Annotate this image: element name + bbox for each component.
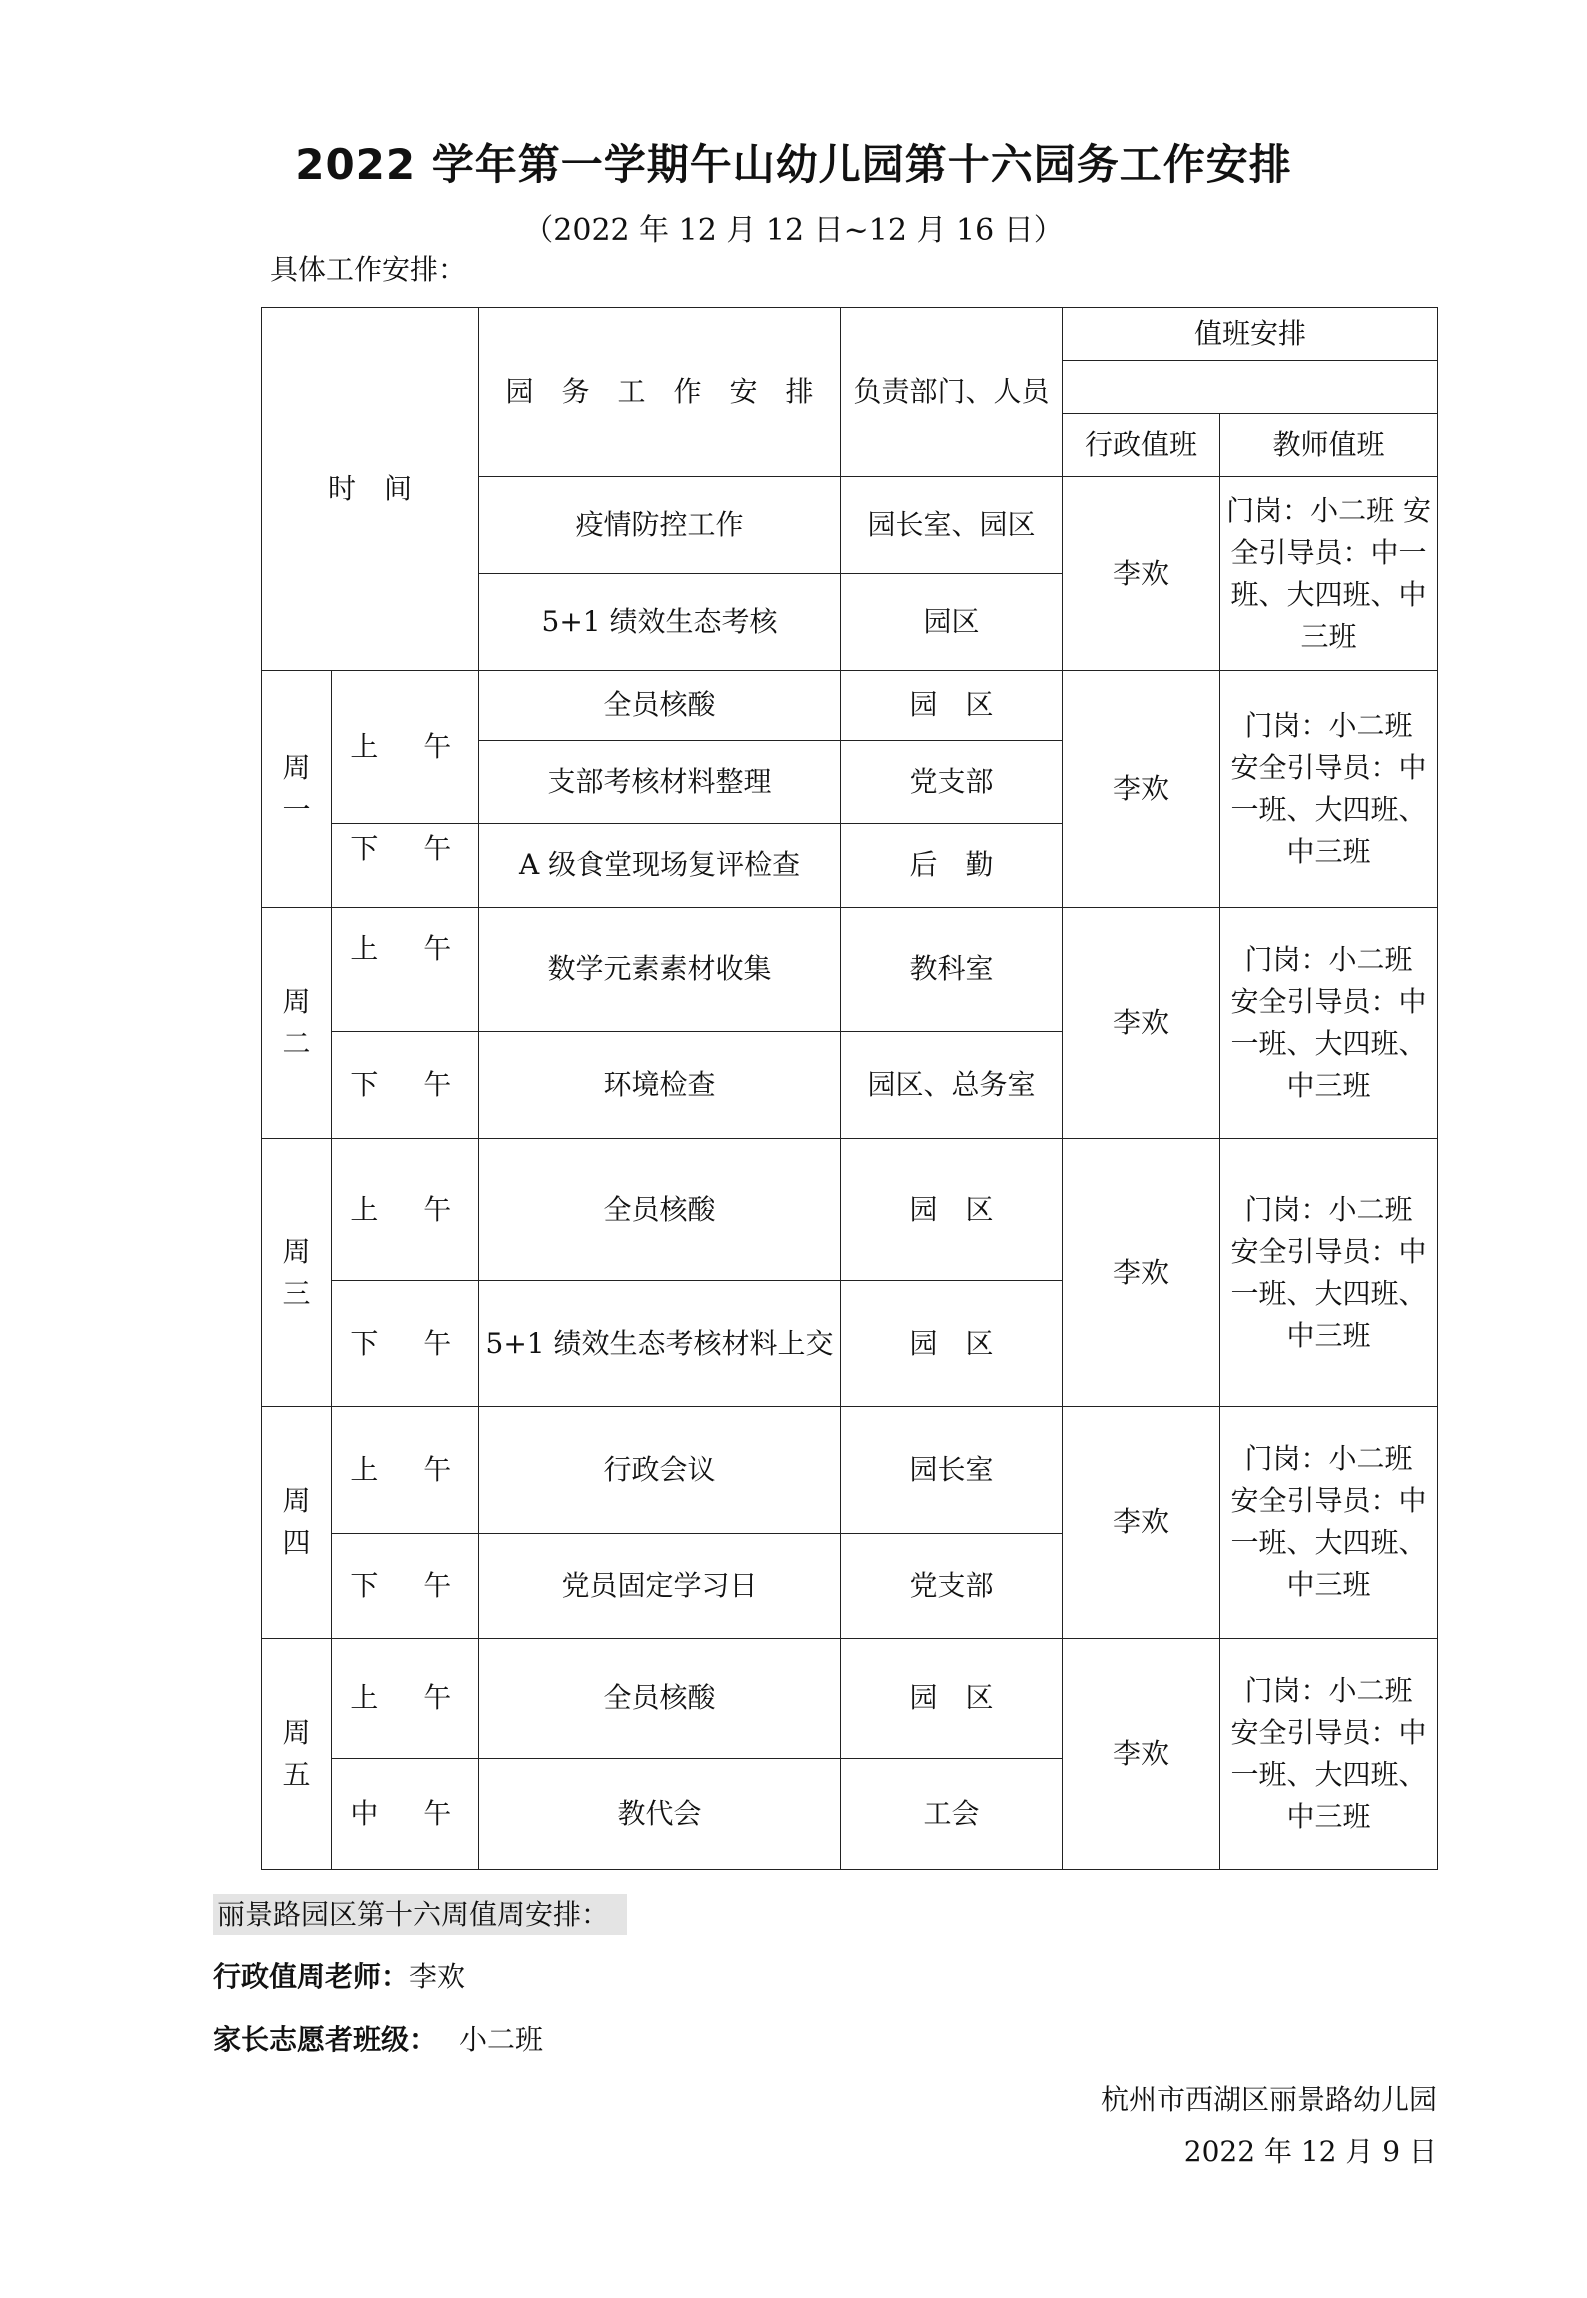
teacher-duty-cell: 门岗：小二班 安全引导员：中 一班、大四班、 中三班 [1220,671,1438,907]
dept-cell: 园区、总务室 [841,1031,1063,1138]
schedule-table [261,307,1438,1870]
teacher-duty-cell: 门岗：小二班 安全引导员：中一班、大四班、中三班 [1220,477,1438,671]
day-cell-friday: 周五 [262,1638,332,1869]
teacher-duty-cell: 门岗：小二班 安全引导员：中 一班、大四班、 中三班 [1220,1638,1438,1869]
table-row [262,907,1438,1031]
date-range: （2022 年 12 月 12 日~12 月 16 日） [523,213,1064,248]
table-row [262,1407,1438,1534]
dept-cell: 园长室 [841,1407,1063,1534]
task-cell: 支部考核材料整理 [479,740,841,823]
teacher-duty-cell: 门岗：小二班 安全引导员：中 一班、大四班、 中三班 [1220,907,1438,1138]
dept-cell: 园 区 [841,1638,1063,1758]
day-cell-wednesday: 周三 [262,1138,332,1406]
task-cell: 党员固定学习日 [479,1534,841,1638]
page-title: 2022 学年第一学期午山幼儿园第十六园务工作安排 [295,140,1292,189]
admin-duty-cell: 李欢 [1063,1138,1220,1406]
dept-cell: 后 勤 [841,823,1063,907]
teacher-duty-cell: 门岗：小二班 安全引导员：中 一班、大四班、 中三班 [1220,1138,1438,1406]
task-cell: 数学元素素材收集 [479,907,841,1031]
volunteer-line [213,2018,543,2058]
task-cell: 全员核酸 [479,671,841,740]
dept-cell: 工会 [841,1758,1063,1869]
task-cell: 5+1 绩效生态考核材料上交 [479,1281,841,1407]
dept-cell: 园 区 [841,1138,1063,1280]
table-row [262,308,1438,361]
org-name: 杭州市西湖区丽景路幼儿园 [1100,2083,1437,2116]
issue-date: 2022 年 12 月 9 日 [1183,2135,1437,2168]
period-cell: 下 午 [332,1534,479,1638]
period-cell: 下 午 [332,823,479,907]
admin-duty-cell: 李欢 [1063,1638,1220,1869]
admin-duty-cell: 李欢 [1063,671,1220,907]
period-cell: 中 午 [332,1758,479,1869]
period-cell: 上 午 [332,1407,479,1534]
teacher-duty-cell: 门岗：小二班 安全引导员：中 一班、大四班、 中三班 [1220,1407,1438,1638]
header-teacher: 教师值班 [1220,414,1438,477]
task-cell: 环境检查 [479,1031,841,1138]
header-dept: 负责部门、人员 [841,308,1063,477]
period-cell: 下 午 [332,1281,479,1407]
header-time: 时 间 [262,308,479,671]
header-duty-blank [1063,361,1438,414]
day-cell-monday: 周一 [262,671,332,907]
period-cell: 上 午 [332,907,479,1031]
task-cell: A 级食堂现场复评检查 [479,823,841,907]
admin-week-value: 李欢 [409,1960,466,1993]
header-task: 园 务 工 作 安 排 [479,308,841,477]
day-cell-thursday: 周四 [262,1407,332,1638]
volunteer-value: 小二班 [459,2023,544,2056]
volunteer-label: 家长志愿者班级： [213,2023,438,2056]
period-cell: 下 午 [332,1031,479,1138]
dept-cell: 园区 [841,574,1063,671]
admin-duty-cell: 李欢 [1063,907,1220,1138]
day-cell-tuesday: 周二 [262,907,332,1138]
task-cell: 教代会 [479,1758,841,1869]
dept-cell: 教科室 [841,907,1063,1031]
admin-week-label: 行政值周老师： [213,1960,410,1993]
admin-duty-cell: 李欢 [1063,477,1220,671]
period-cell: 上 午 [332,671,479,823]
dept-cell: 党支部 [841,740,1063,823]
dept-cell: 园 区 [841,1281,1063,1407]
task-cell: 5+1 绩效生态考核 [479,574,841,671]
admin-week-line [213,1955,465,1995]
task-cell: 疫情防控工作 [479,477,841,574]
header-admin: 行政值班 [1063,414,1220,477]
intro-label: 具体工作安排： [270,253,467,286]
task-cell: 行政会议 [479,1407,841,1534]
table-row [262,671,1438,740]
table-row [262,1138,1438,1280]
task-cell: 全员核酸 [479,1138,841,1280]
dept-cell: 园 区 [841,671,1063,740]
admin-duty-cell: 李欢 [1063,1407,1220,1638]
campus-heading: 丽景路园区第十六周值周安排： [213,1893,627,1933]
period-cell: 上 午 [332,1638,479,1758]
dept-cell: 园长室、园区 [841,477,1063,574]
task-cell: 全员核酸 [479,1638,841,1758]
period-cell: 上 午 [332,1138,479,1280]
table-row [262,1638,1438,1758]
dept-cell: 党支部 [841,1534,1063,1638]
header-duty: 值班安排 [1063,308,1438,361]
